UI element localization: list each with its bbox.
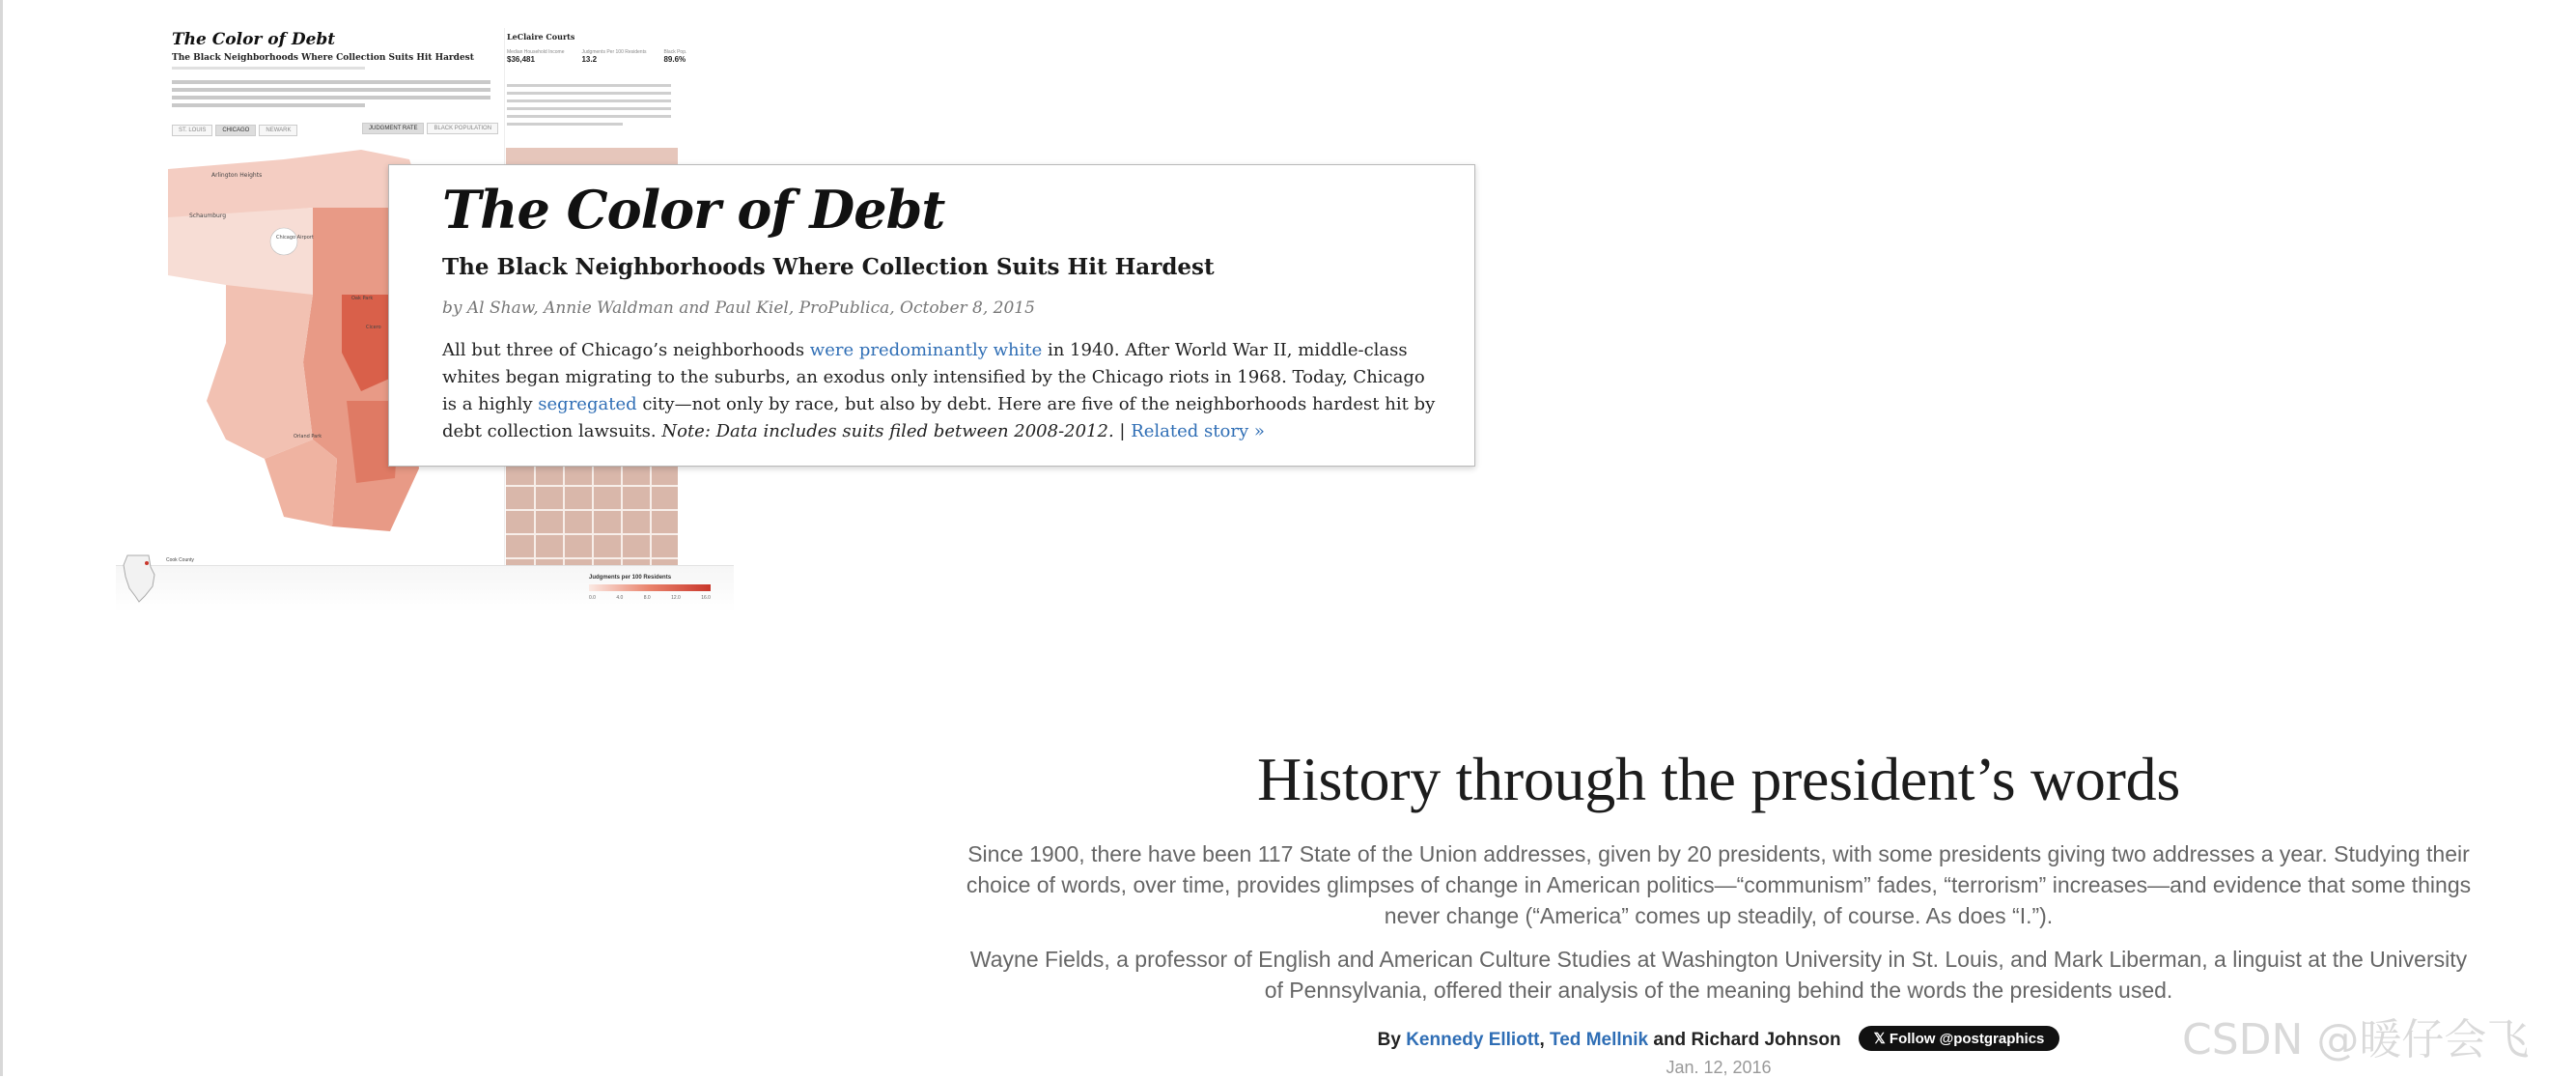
csdn-watermark: CSDN @暖仔会飞 xyxy=(2182,1015,2530,1064)
map-label-schaumburg: Schaumburg xyxy=(189,213,227,219)
author-link-kennedy-elliott[interactable]: Kennedy Elliott xyxy=(1406,1030,1540,1050)
thumbnail-subtitle: The Black Neighborhoods Where Collection Suits Hit Hardest xyxy=(172,53,474,63)
callout-title: The Color of Debt xyxy=(442,179,945,241)
callout-body xyxy=(442,337,1437,445)
map-label-airport: Chicago Airport xyxy=(276,235,314,241)
link-predominantly-white[interactable]: were predominantly white xyxy=(809,340,1043,360)
article-title: History through the president’s words xyxy=(1257,745,2180,813)
legend-tick: 16.0 xyxy=(701,595,711,601)
map-label-oak-park: Oak Park xyxy=(351,296,374,301)
byline-comma: , xyxy=(1539,1030,1551,1050)
separator: | xyxy=(1113,421,1132,441)
stat-black-pop: Black Pop. 89.6% xyxy=(663,49,687,64)
article-second-paragraph: Wayne Fields, a professor of English and American Culture Studies at Washington University in St. Louis, and Mark Liberman, a linguist at the University of Pennsylvania, offered their analysis of the meaning behind the words the presidents used. xyxy=(969,947,2468,1003)
legend-tick: 8.0 xyxy=(643,595,651,601)
legend-tick: 12.0 xyxy=(671,595,681,601)
data-note: Note: Data includes suits filed between 2008-2012. xyxy=(661,421,1114,441)
neighborhood-text-line xyxy=(507,92,671,95)
neighborhood-text-line xyxy=(507,84,671,87)
tab-newark[interactable]: NEWARK xyxy=(259,125,297,136)
article-date: Jan. 12, 2016 xyxy=(1666,1058,1772,1077)
thumbnail-byline-line xyxy=(172,67,365,70)
neighborhood-text-line xyxy=(507,123,623,126)
author-link-ted-mellnik[interactable]: Ted Mellnik xyxy=(1550,1030,1649,1050)
tab-black-population[interactable]: BLACK POPULATION xyxy=(427,123,498,134)
legend-tick: 4.0 xyxy=(616,595,624,601)
tab-judgment-rate[interactable]: JUDGMENT RATE xyxy=(362,123,424,134)
legend-ticks xyxy=(589,595,711,601)
stat-median-income: Median Household Income $36,481 xyxy=(507,49,565,64)
link-segregated[interactable]: segregated xyxy=(538,394,637,414)
color-of-debt-header-callout xyxy=(388,164,1475,467)
thumbnail-text-line xyxy=(172,96,490,99)
callout-byline: by Al Shaw, Annie Waldman and Paul Kiel, ProPublica, October 8, 2015 xyxy=(442,298,1035,318)
byline-prefix: By xyxy=(1377,1030,1407,1050)
body-text: city—not only by race, but also by debt. Here are five of the neighborhoods hardest hit by debt collection lawsuits. xyxy=(442,394,1436,441)
body-text: in 1940. After World War II, middle-class whites began migrating to the suburbs, an exodus only intensified by the Chicago riots in 1968. Today, Chicago is a highly xyxy=(442,340,1425,414)
thumbnail-text-line xyxy=(172,80,490,84)
map-label-arlington-heights: Arlington Heights xyxy=(211,172,263,179)
illinois-inset-icon xyxy=(120,553,160,604)
x-logo-icon: 𝕏 xyxy=(1873,1031,1890,1047)
map-label-orland-park: Orland Park xyxy=(294,434,322,440)
tab-st-louis[interactable]: ST. LOUIS xyxy=(172,125,212,136)
callout-subtitle: The Black Neighborhoods Where Collection Suits Hit Hardest xyxy=(442,254,1215,280)
neighborhood-text-line xyxy=(507,99,671,102)
byline-suffix: and Richard Johnson xyxy=(1648,1030,1841,1050)
page-left-border xyxy=(0,0,3,1076)
thumbnail-text-line xyxy=(172,103,365,107)
related-story-link[interactable]: Related story » xyxy=(1131,421,1265,441)
thumbnail-metric-tabs xyxy=(362,123,498,134)
neighborhood-stats xyxy=(507,49,686,64)
stat-judgments: Judgments Per 100 Residents 13.2 xyxy=(581,49,647,64)
legend-color-scale xyxy=(589,584,711,591)
neighborhood-text-line xyxy=(507,107,671,110)
inset-label: Cook County xyxy=(166,557,194,563)
thumbnail-city-tabs xyxy=(172,125,297,136)
legend-tick: 0.0 xyxy=(589,595,596,601)
tab-chicago[interactable]: CHICAGO xyxy=(215,125,256,136)
follow-postgraphics-button[interactable] xyxy=(1859,1026,2060,1051)
thumbnail-title: The Color of Debt xyxy=(172,30,336,49)
thumbnail-text-line xyxy=(172,88,490,92)
body-text: All but three of Chicago’s neighborhoods xyxy=(442,340,810,360)
article-intro-paragraph: Since 1900, there have been 117 State of the Union addresses, given by 20 presidents, with some presidents giving two addresses a year. Studying their choice of words, over time, provides glimpses of change in American politics—“communism” fades, “terrorism” increases—and evidence that some things never change (“America” comes up steadily, of course. As does “I.”). xyxy=(966,841,2472,928)
legend-title: Judgments per 100 Residents xyxy=(589,575,672,581)
neighborhood-text-line xyxy=(507,115,671,118)
neighborhood-name: LeClaire Courts xyxy=(507,32,575,42)
follow-button-label: Follow @postgraphics xyxy=(1889,1031,2045,1047)
map-label-cicero: Cicero xyxy=(366,325,381,330)
